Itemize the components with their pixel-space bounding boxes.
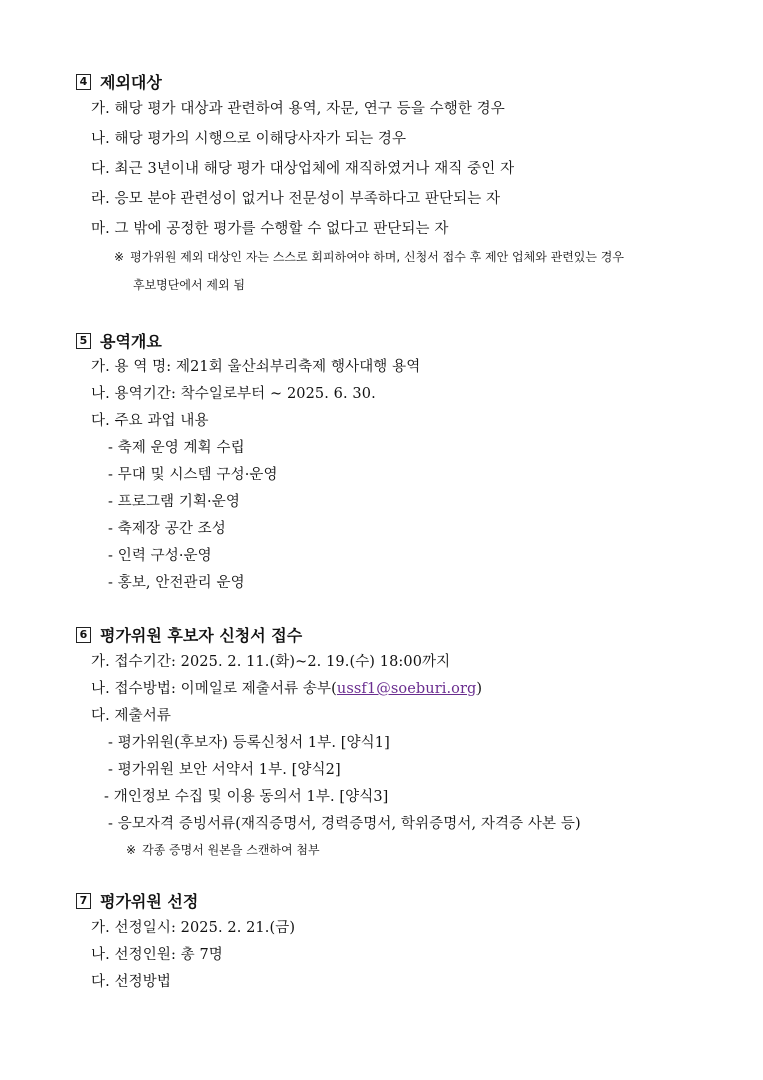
section-6-method-suffix: ) (476, 681, 483, 697)
section-6-subitem-3: - 개인정보 수집 및 이용 동의서 1부. [양식3] (104, 789, 389, 805)
section-4-item-ga: 가. 해당 평가 대상과 관련하여 용역, 자문, 연구 등을 수행한 경우 (91, 101, 505, 117)
section-5-subitem-1: - 축제 운영 계획 수립 (108, 440, 245, 456)
section-6-subitem-4: - 응모자격 증빙서류(재직증명서, 경력증명서, 학위증명서, 자격증 사본 등) (108, 816, 581, 832)
section-5-item-ga: 가. 용 역 명: 제21회 울산쇠부리축제 행사대행 용역 (91, 359, 421, 375)
section-7-item-ga: 가. 선정일시: 2025. 2. 21.(금) (91, 920, 296, 936)
section-6-subitem-1: - 평가위원(후보자) 등록신청서 1부. [양식1] (108, 735, 390, 751)
reference-mark-icon: ※ (126, 843, 137, 857)
section-4-note (114, 248, 624, 265)
section-6-item-ga: 가. 접수기간: 2025. 2. 11.(화)~2. 19.(수) 18:00까지 (91, 654, 451, 670)
section-5-subitem-4: - 축제장 공간 조성 (108, 521, 226, 537)
section-5-subitem-2: - 무대 및 시스템 구성·운영 (108, 467, 278, 483)
section-5-subitem-5: - 인력 구성·운영 (108, 548, 212, 564)
section-6-item-na (91, 677, 482, 698)
section-5-item-da: 다. 주요 과업 내용 (91, 413, 209, 429)
section-6-note (126, 841, 320, 858)
section-4-item-na: 나. 해당 평가의 시행으로 이해당사자가 되는 경우 (91, 131, 407, 147)
section-6-heading (76, 623, 302, 646)
section-6-subitem-2: - 평가위원 보안 서약서 1부. [양식2] (108, 762, 341, 778)
section-4-note-line2: 후보명단에서 제외 됨 (133, 278, 245, 292)
section-6-note-line1: 각종 증명서 원본을 스캔하여 첨부 (142, 843, 320, 857)
section-6-title: 평가위원 후보자 신청서 접수 (100, 626, 303, 645)
section-4-title: 제외대상 (100, 73, 162, 92)
reference-mark-icon: ※ (114, 250, 125, 264)
section-5-heading (76, 329, 162, 352)
section-7-number: 7 (76, 893, 91, 909)
section-7-item-na: 나. 선정인원: 총 7명 (91, 947, 223, 963)
section-4-item-ma: 마. 그 밖에 공정한 평가를 수행할 수 없다고 판단되는 자 (91, 221, 449, 237)
section-4-number: 4 (76, 74, 91, 90)
section-6-item-da: 다. 제출서류 (91, 708, 171, 724)
section-4-heading (76, 70, 162, 93)
section-5-number: 5 (76, 333, 91, 349)
section-7-heading (76, 889, 198, 912)
section-4-note-line1: 평가위원 제외 대상인 자는 스스로 회피하여야 하며, 신청서 접수 후 제안 업체와 관련있는 경우 (130, 250, 624, 264)
section-4-item-da: 다. 최근 3년이내 해당 평가 대상업체에 재직하였거나 재직 중인 자 (91, 161, 515, 177)
section-7-title: 평가위원 선정 (100, 892, 199, 911)
section-5-subitem-3: - 프로그램 기획·운영 (108, 494, 240, 510)
section-7-item-da: 다. 선정방법 (91, 974, 171, 990)
section-4-item-ra: 라. 응모 분야 관련성이 없거나 전문성이 부족하다고 판단되는 자 (91, 191, 501, 207)
section-5-title: 용역개요 (100, 332, 162, 351)
section-5-subitem-6: - 홍보, 안전관리 운영 (108, 575, 245, 591)
section-5-item-na: 나. 용역기간: 착수일로부터 ~ 2025. 6. 30. (91, 386, 376, 402)
section-6-number: 6 (76, 627, 91, 643)
email-link[interactable]: ussf1@soeburi.org (336, 681, 477, 697)
section-6-method-prefix: 나. 접수방법: 이메일로 제출서류 송부( (91, 681, 337, 697)
